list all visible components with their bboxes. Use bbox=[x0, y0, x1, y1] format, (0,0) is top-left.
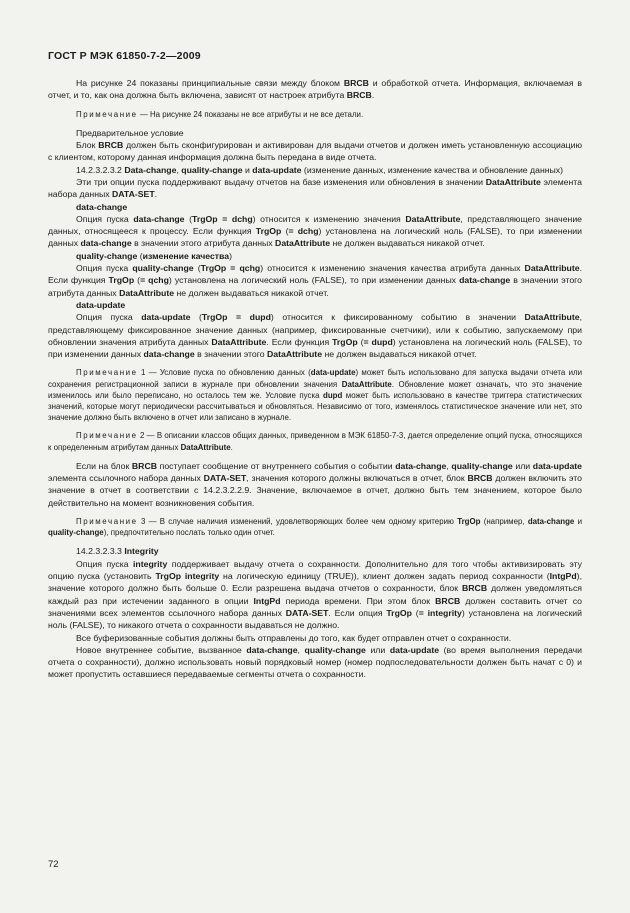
paragraph: 14.2.3.2.3.3 Integrity bbox=[76, 546, 159, 557]
paragraph: 14.2.3.2.3.2 Data-change, quality-change и data-update (изменение данных, изменение качества и обновление данных) bbox=[76, 164, 564, 175]
paragraph: Эти три опции пуска поддерживают выдачу отчетов на базе изменения или обновления в значении DataAttribute элемента набора данных DATA-SET. bbox=[48, 176, 583, 200]
note-paragraph: Примечание 3 — В случае наличия изменений, удовлетворяющих более чем одному критерию TrgOp (например, data-change и quality-change), предпочтительно послать только один отчет. bbox=[48, 517, 582, 538]
paragraph: data-change bbox=[76, 201, 128, 212]
paragraph: Опция пуска integrity поддерживает выдачу отчета о сохранности. Дополнительно для того чтобы активизировать эту опцию пуска (установить TrgOp integrity на логическую единицу (TRUE)), клиент должен задать период сохранности (IntgPd), значение которого должно быть больше 0. Если разрешена выдача отчетов о сохранности, блок BRCB должен уведомляться каждый раз при истечении заданного в опции IntgPd периода времени. При этом блок BRCB должен составить отчет со значениями всех элементов ссылочного набора данных DATA-SET. Если опция TrgOp (= integrity) установлена на логический ноль (FALSE), то никакого отчета о сохранности выдаваться не должно. bbox=[48, 558, 583, 631]
page-number: 72 bbox=[48, 859, 59, 870]
note-paragraph: Примечание 2 — В описании классов общих данных, приведенном в МЭК 61850-7-3, дается определение опций пуска, относящихся к определенным атрибутам данных DataAttribute. bbox=[48, 431, 582, 452]
standard-header: ГОСТ Р МЭК 61850-7-2—2009 bbox=[48, 50, 201, 62]
paragraph: Если на блок BRCB поступает сообщение от внутреннего события о событии data-change, quality-change или data-update элемента ссылочного набора данных DATA-SET, значения которого должны включаться в отчет, блок BRCB должен включить это значение в отчет в соответствии с 14.2.3.2.2.9. Значение, включаемое в отчет, должно быть тем значением, которое было действительно на момент возникновения события. bbox=[48, 460, 583, 508]
paragraph: Все буферизованные события должны быть отправлены до того, как будет отправлен отчет о сохранности. bbox=[76, 632, 512, 643]
paragraph: Опция пуска quality-change (TrgOp = qchg) относится к изменению значения качества атрибута данных DataAttribute. Если функция TrgOp (= qchg) установлена на логический ноль (FALSE), то при изменении данных data-change в значении этого атрибута данных DataAttribute не должен выдаваться никакой отчет. bbox=[48, 263, 582, 298]
paragraph: quality-change (изменение качества) bbox=[76, 250, 233, 261]
note-paragraph: Примечание — На рисунке 24 показаны не все атрибуты и не все детали. bbox=[76, 109, 364, 119]
paragraph: На рисунке 24 показаны принципиальные связи между блоком BRCB и обработкой отчета. Информация, включаемая в отчет, и то, как она должна быть включена, зависят от настроек атрибута BRCB. bbox=[48, 78, 582, 101]
body-text bbox=[48, 77, 582, 681]
paragraph: Предварительное условие bbox=[76, 127, 184, 138]
paragraph: Новое внутреннее событие, вызванное data-change, quality-change или data-update (во время выполнения передачи отчета о сохранности), должно использовать новый порядковый номер (номер подпоследовательности должен быть начат с 0) и может пропустить оставшиеся передаваемые сегменты отчета о сохранности. bbox=[48, 644, 582, 680]
paragraph: Опция пуска data-change (TrgOp = dchg) относится к изменению значения DataAttribute, представляющего значение данных, относящееся к процессу. Если функция TrgOp (= dchg) установлена на логический ноль (FALSE), то при изменении данных data-change в значении этого атрибута данных DataAttribute не должен выдаваться никакой отчет. bbox=[48, 213, 583, 249]
note-paragraph: Примечание 1 — Условие пуска по обновлению данных (data-update) может быть использовано для запуска выдачи отчета или сохранения регистрационной записи в журнале при обновлении значения DataAttribute. Обновление может означать, что это значение изменилось или было переписано, но осталось тем же. Условие пуска dupd может быть использовано в качестве триггера статистических значений, которые могут периодически рассчитываться и обновляться. Независимо от того, изменялось статистическое значение или нет, это значение должно быть включено в отчет или записано в журнале. bbox=[48, 368, 582, 423]
paragraph: Блок BRCB должен быть сконфигурирован и активирован для выдачи отчетов и должен иметь установленную ассоциацию с клиентом, которому данная информация должна быть передана в виде отчета. bbox=[48, 140, 582, 163]
paragraph: Опция пуска data-update (TrgOp = dupd) относится к фиксированному событию в значении DataAttribute, представляющему фиксированное значение данных (например, фиксированные счетчики), или к событию, запускаемому при обновлении значения атрибута данных DataAttribute. Если функция TrgOp (= dupd) установлена на логический ноль (FALSE), то при изменении данных data-change в значении этого DataAttribute не должен выдаваться никакой отчет. bbox=[48, 312, 582, 360]
paragraph: data-update bbox=[76, 299, 126, 310]
